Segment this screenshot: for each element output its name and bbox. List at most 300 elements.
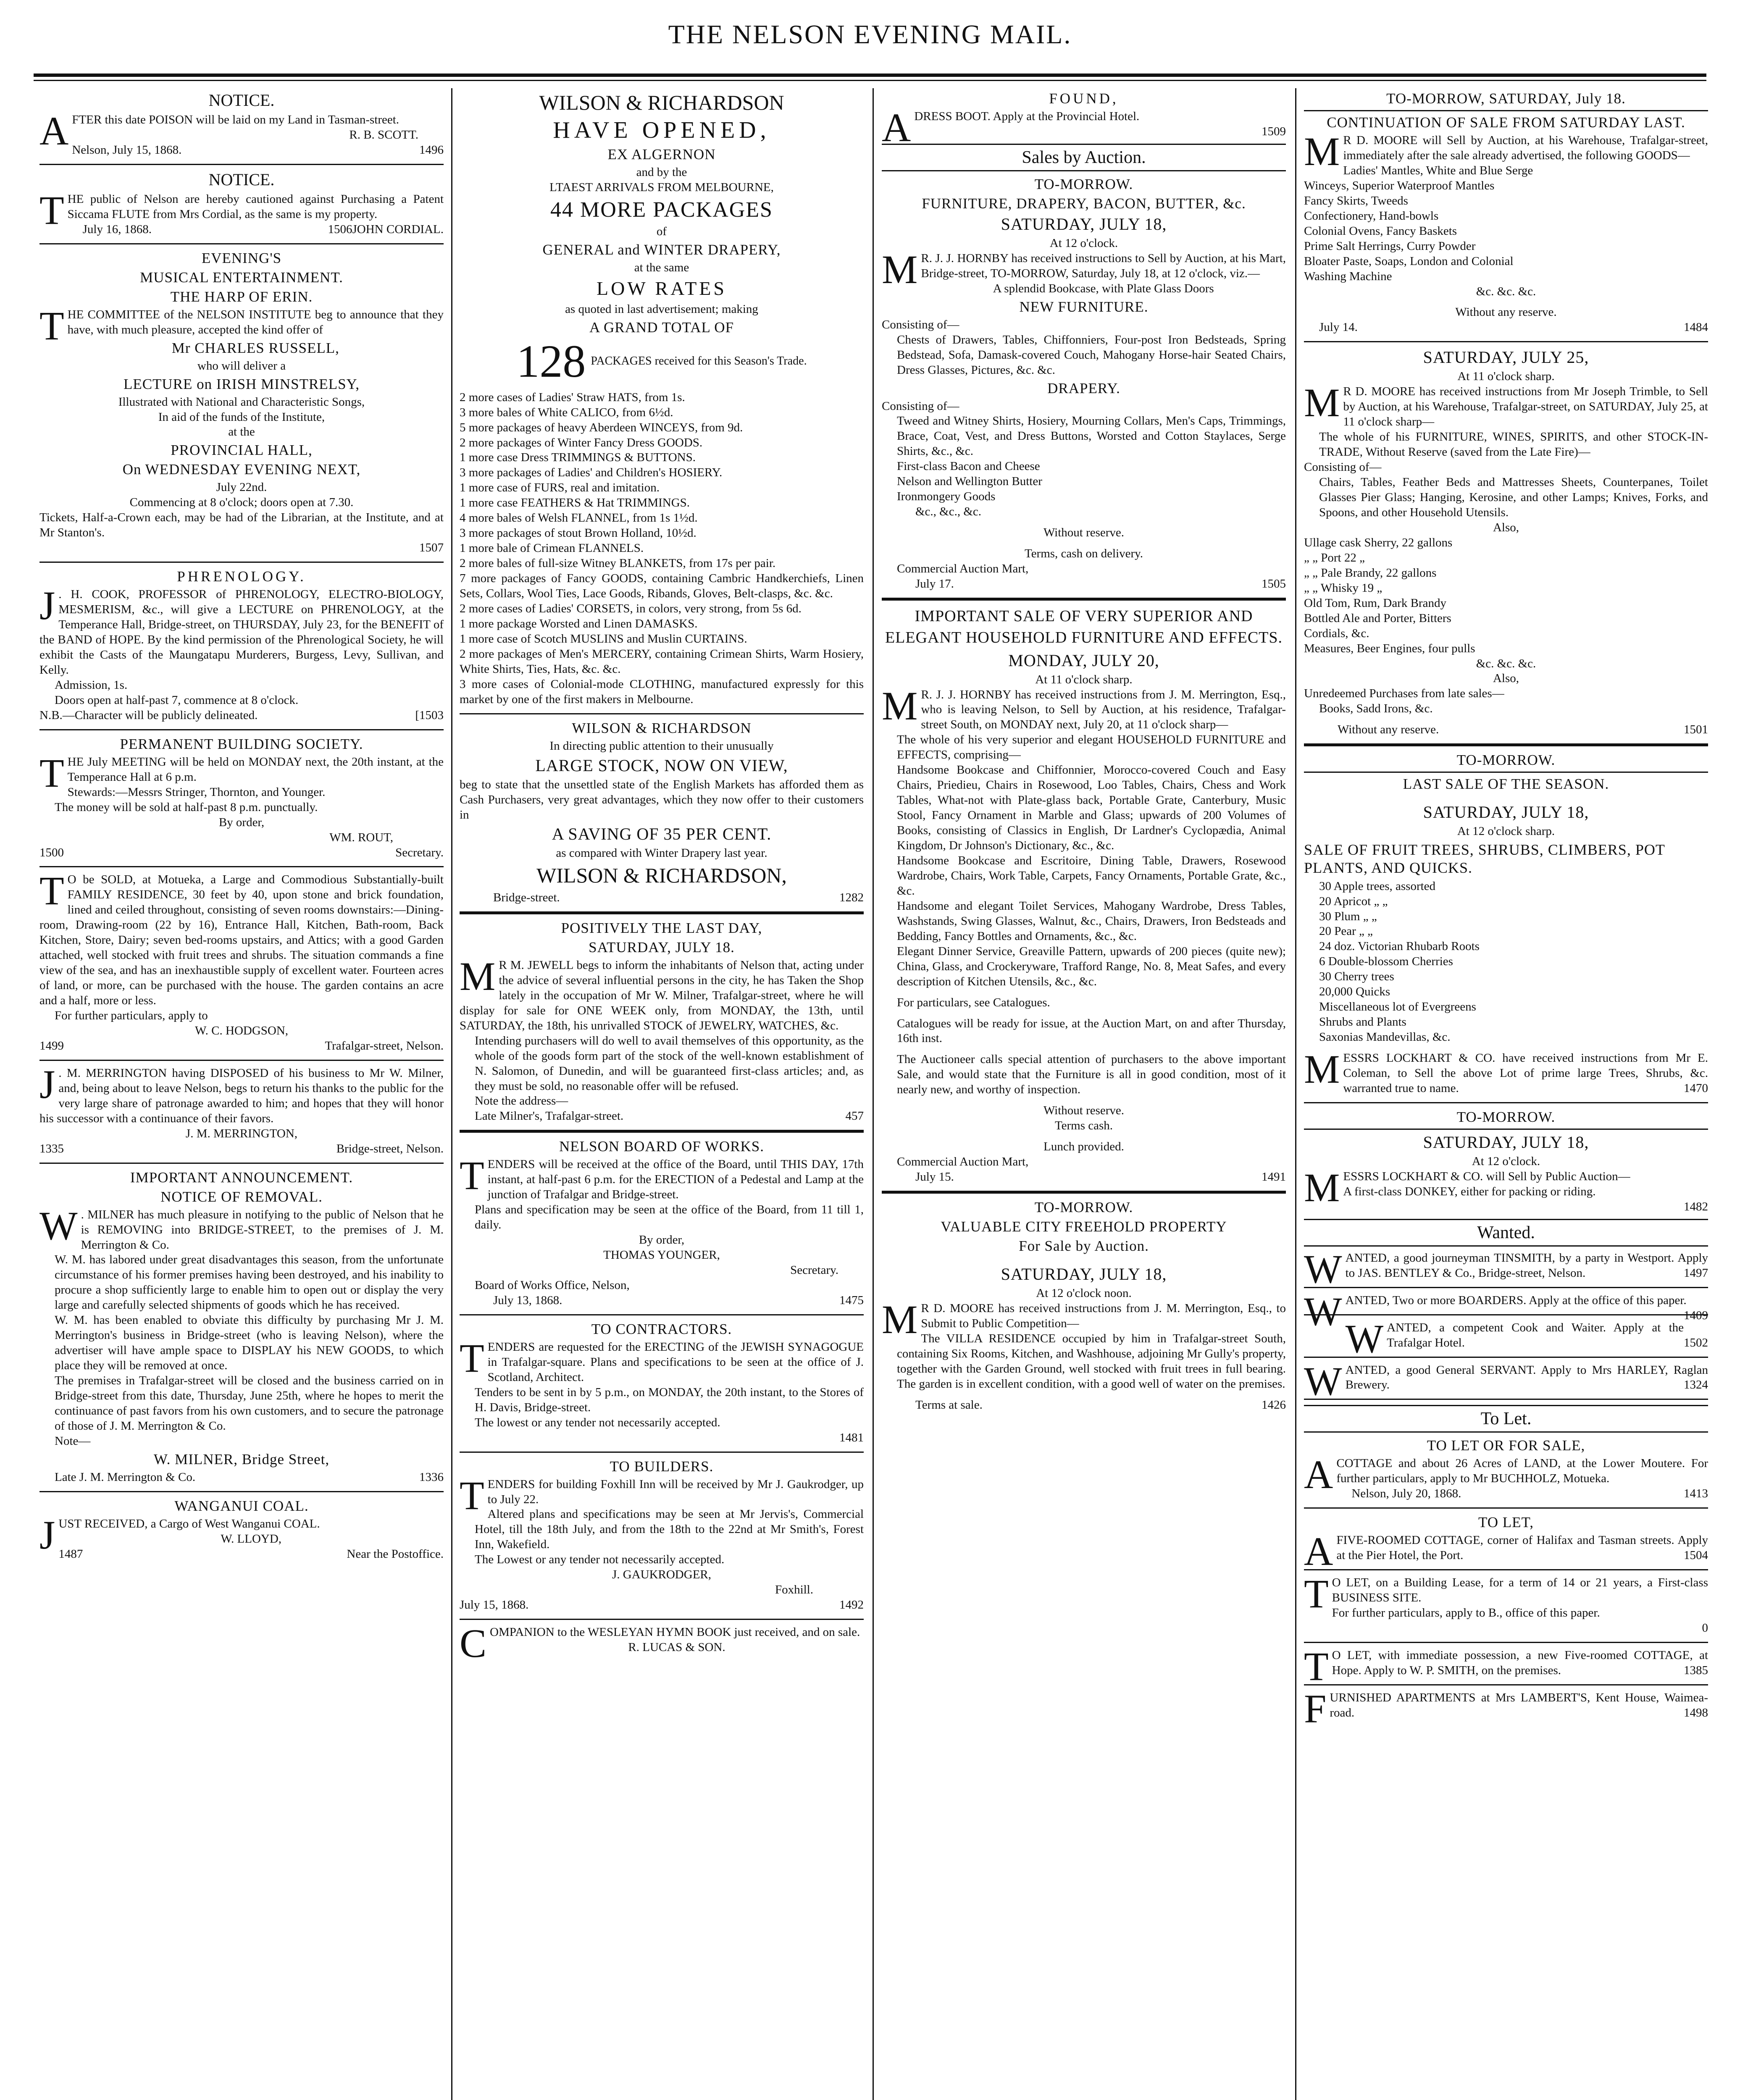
ad-paragraph: Catalogues will be ready for issue, at the Auction Mart, on and after Thursday, 16th inst. (897, 1016, 1286, 1045)
ad-heading: TO-MORROW. (1034, 1199, 1133, 1216)
household-item: Elegant Dinner Service, Greaville Pattern, upwards of 200 pieces (quite new); China, Glass, and Crockeryware, Trafford Range, No. 8, Meat Safes, and every description of Kitchen Utensils, &c., &c. (897, 944, 1286, 988)
drapery-item: 4 more bales of Welsh FLANNEL, from 1s 1½d. (460, 511, 698, 525)
drop-cap: A (1304, 1452, 1333, 1497)
ad-heading: SATURDAY, JULY 18. (589, 939, 735, 956)
masthead-thick-rule (34, 74, 1706, 77)
ad-line: Secretary. (790, 1263, 838, 1277)
auction-time: At 12 o'clock sharp. (1457, 824, 1555, 838)
ad-line: as quoted in last advertisement; making (565, 302, 758, 316)
lecturer-name: Mr CHARLES RUSSELL, (171, 339, 339, 356)
auction-date: SATURDAY, JULY 18, (1001, 214, 1167, 234)
drapery-item: 5 more packages of heavy Aberdeen WINCEYS, from 9d. (460, 420, 743, 434)
tree-item: 30 Apple trees, assorted (1319, 879, 1436, 893)
ad-number: 1475 (839, 1293, 864, 1307)
ad-body: HE public of Nelson are hereby cautioned against Purchasing a Patent Siccama FLUTE from Mrs Cordial, as the same is my property. (67, 192, 444, 221)
ad-signature: R. B. SCOTT. (349, 128, 418, 142)
ad-heading: PHRENOLOGY. (177, 568, 306, 585)
found-ad (882, 90, 1286, 150)
ad-number: 1324 (1684, 1378, 1708, 1392)
ad-body: FIVE-ROOMED COTTAGE, corner of Halifax and Tasman streets. Apply at the Pier Hotel, the Port. (1336, 1533, 1708, 1562)
column-2 (454, 88, 870, 2100)
ad-heading: WILSON & RICHARDSON (539, 91, 784, 114)
ad-list: Chairs, Tables, Feather Beds and Mattresses Sheets, Counterpanes, Toilet Glasses Pier Glass; Hanging, Kerosine, and other Lamps; Knives, Forks, and Spoons, and other Household Utensils. (1319, 475, 1708, 519)
ad-body: R. J. J. HORNBY has received instructions to Sell by Auction, at his Mart, Bridge-street, TO-MORROW, Saturday, July 18, at 12 o'clock, viz.— (921, 251, 1286, 280)
auction-time: At 12 o'clock. (1472, 1154, 1540, 1168)
ad-heading: EX ALGERNON (607, 146, 716, 163)
building-society-ad (39, 735, 444, 861)
drop-cap: T (39, 303, 64, 348)
ad-heading: NOTICE. (208, 91, 275, 110)
ad-body: ANTED, a competent Cook and Waiter. Apply at the Trafalgar Hotel. (1387, 1320, 1684, 1349)
ad-line: Without any reserve. (1338, 723, 1439, 737)
drop-cap: M (460, 953, 496, 999)
drop-cap: A (39, 108, 69, 153)
ad-line: Terms, cash on delivery. (1025, 547, 1143, 561)
ad-number: 1504 (1684, 1549, 1708, 1562)
ad-line: Ironmongery Goods (897, 490, 996, 504)
column-divider (873, 88, 874, 2100)
ad-heading: TO CONTRACTORS. (591, 1320, 732, 1337)
ad-line: The money will be sold at half-past 8 p.m. punctually. (55, 800, 318, 814)
ad-number: 1500 (39, 845, 64, 859)
ad-date: July 15, 1868. (460, 1598, 529, 1612)
liquor-item: Ullage cask Sherry, 22 gallons (1304, 536, 1453, 549)
package-total-number: 128 (516, 335, 586, 387)
wanted-ads (1304, 1246, 1708, 1404)
ad-body: R. J. J. HORNBY has received instructions from J. M. Merrington, Esq., who is leaving Nelson, to Sell by Auction, at his residence, Trafalgar-street South, on MONDAY next, July 20, at 11 o'clock sharp— (921, 688, 1286, 732)
ad-paragraph: The whole of his FURNITURE, WINES, SPIRITS, and other STOCK-IN-TRADE, Without Reserve (saved from the Late Fire)— (1319, 430, 1708, 459)
drapery-item: 1 more case of Scotch MUSLINS and Muslin CURTAINS. (460, 632, 747, 646)
drop-cap: M (1304, 129, 1340, 174)
ad-heading: TO-MORROW. (1034, 176, 1133, 192)
ad-list: Chests of Drawers, Tables, Chiffonniers, Four-post Iron Bedsteads, Spring Bedstead, Sofa, Damask-covered Couch, Mahogany Horse-hair Seated Chairs, Dress Glasses, Pictures, &c. &c. (897, 333, 1286, 377)
ad-line: N.B.—Character will be publicly delineated. (39, 708, 258, 722)
ad-line: For further particulars, apply to (55, 1009, 208, 1023)
tree-item: 20 Pear „ „ (1319, 924, 1373, 938)
package-total (460, 335, 864, 387)
drapery-item: 3 more cases of Colonial-mode CLOTHING, manufactured expressly for this market by one of the first makers in Melbourne. (460, 677, 864, 706)
wanted-ad (1304, 1316, 1708, 1361)
liquor-list (1304, 536, 1708, 656)
ad-line: In aid of the funds of the Institute, (158, 410, 325, 424)
ad-line: and by the (636, 165, 687, 179)
ad-line: Commercial Auction Mart, (897, 562, 1029, 576)
ad-heading: TO-MORROW. (1456, 1108, 1556, 1125)
tree-item: 30 Plum „ „ (1319, 909, 1377, 923)
drop-cap: T (39, 750, 64, 795)
ad-signature: R. LUCAS & SON. (628, 1641, 725, 1654)
board-of-works-ad (460, 1138, 864, 1308)
villa-auction-ad (882, 1199, 1286, 1413)
drop-cap: M (1304, 380, 1340, 425)
to-let-or-sale-ad (1304, 1437, 1708, 1502)
ad-date: July 14. (1319, 320, 1358, 334)
ad-body: COTTAGE and about 26 Acres of LAND, at the Lower Moutere. For further particulars, apply to Mr BUCHHOLZ, Motueka. (1336, 1457, 1708, 1486)
drop-cap: T (460, 1153, 484, 1198)
ad-body: ESSRS LOCKHART & CO. have received instructions from Mr E. Coleman, to Sell the above Lot of prime large Trees, Shrubs, &c. warranted true to name. (1343, 1051, 1708, 1095)
ad-number: 1413 (1684, 1487, 1708, 1501)
ad-number: 1497 (1684, 1266, 1708, 1280)
ad-heading: TO BUILDERS. (610, 1458, 714, 1475)
auction-time: At 11 o'clock sharp. (1457, 370, 1555, 383)
ad-line: Note the address— (475, 1094, 568, 1108)
ad-heading: PERMANENT BUILDING SOCIETY. (120, 735, 363, 752)
ad-paragraph: Intending purchasers will do well to avail themselves of this opportunity, as the whole of the goods form part of the stock of the well-known establishment of N. Salomon, of Dunedin, and will be guaranteed first-class articles; and, as they must be sold, no reasonable offer will be refused. (475, 1034, 864, 1093)
ad-number: 1491 (1262, 1170, 1286, 1184)
ad-body: ESSRS LOCKHART & CO. will Sell by Public Auction— (1343, 1169, 1630, 1183)
ad-line: Nelson and Wellington Butter (897, 475, 1042, 488)
auction-time: At 12 o'clock. (1049, 236, 1118, 250)
ad-heading: SALE OF FRUIT TREES, SHRUBS, CLIMBERS, POT PLANTS, AND QUICKS. (1304, 841, 1665, 877)
ad-number: 1481 (839, 1431, 864, 1444)
ad-paragraph: The whole of his very superior and elegant HOUSEHOLD FURNITURE and EFFECTS, comprising— (897, 733, 1286, 762)
liquor-item: Bottled Ale and Porter, Bitters (1304, 611, 1451, 625)
ad-body: O be SOLD, at Motueka, a Large and Commodious Substantially-built FAMILY RESIDENCE, 30 feet by 40, upon stone and brick foundation, lined and ceiled throughout, consisting of seven rooms downstairs:—Dining-room, Drawing-room (22 by 16), Entrance Hall, Kitchen, Bath-room, Back Kitchen, Store, Dairy; seven bed-rooms upstairs, and Attics; with a good Garden attached, well stocked with fruit trees and shrubs. The situation commands a fine view of the sea, and has an inexhaustible supply of excellent water. Fourteen acres of land, or more, can be purchased with the house. The garden contains an acre and a half, more or less. (39, 873, 444, 1008)
drop-cap: J (39, 1061, 55, 1107)
tree-item: Miscellaneous lot of Evergreens (1319, 1000, 1476, 1014)
drop-cap: T (39, 187, 64, 233)
moore-trimble-ad (1304, 347, 1708, 738)
ad-paragraph: W. M. has been enabled to obviate this difficulty by purchasing Mr J. M. Merrington's business in Bridge-street (who is leaving Nelson), where the advertiser will have ample space to DISPLAY his NEW GOODS, to which place they will be removed at once. (55, 1313, 444, 1373)
section-heading: Sales by Auction. (882, 144, 1286, 171)
auction-time: At 12 o'clock noon. (1036, 1286, 1132, 1300)
drop-cap: A (882, 105, 911, 150)
ad-heading: MUSICAL ENTERTAINMENT. (140, 269, 343, 286)
ad-number: 1487 (58, 1547, 83, 1561)
drop-cap: T (1304, 1571, 1329, 1617)
ad-signature: JOHN CORDIAL. (352, 222, 444, 236)
drapery-item: 1 more case Dress TRIMMINGS & BUTTONS. (460, 451, 696, 465)
masthead-thin-rule (34, 80, 1706, 81)
liquor-item: „ „ Whisky 19 „ (1304, 581, 1383, 595)
ad-heading: CONTINUATION OF SALE FROM SATURDAY LAST. (1327, 114, 1685, 131)
ad-body: ANTED, a good General SERVANT. Apply to Mrs HARLEY, Raglan Brewery. (1345, 1363, 1708, 1392)
ad-body: O LET, with immediate possession, a new Five-roomed COTTAGE, at Hope. Apply to W. P. SMITH, on the premises. (1332, 1648, 1708, 1677)
flute-notice-ad (39, 170, 444, 237)
ad-body: R D. MOORE has received instructions from J. M. Merrington, Esq., to Submit to Public Competition— (921, 1302, 1286, 1330)
ad-body: HE COMMITTEE of the NELSON INSTITUTE beg to announce that they have, with much pleasure, accepted the kind offer of (67, 307, 444, 336)
column-divider (451, 88, 452, 2100)
ad-paragraph: Altered plans and specifications may be seen at Mr Jervis's, Commercial Hotel, till the 18th July, and from the 18th to the 22nd at Mr Smith's, Forest Inn, Wakefield. (475, 1507, 864, 1551)
ad-body: . MILNER has much pleasure in notifying to the public of Nelson that he is REMOVING into BRIDGE-STREET, to the premises of J. M. Merrington & Co. (81, 1208, 444, 1252)
ad-signature: J. M. MERRINGTON, (185, 1126, 298, 1140)
ad-line: Consisting of— (882, 399, 959, 413)
drapery-item: 2 more cases of Ladies' CORSETS, in colors, very strong, from 5s 6d. (460, 601, 802, 615)
package-total-text: PACKAGES received for this Season's Trade. (591, 354, 807, 368)
coal-ad (39, 1497, 444, 1562)
ad-body: ANTED, Two or more BOARDERS. Apply at the office of this paper. (1345, 1293, 1687, 1307)
ad-number: 1492 (839, 1598, 864, 1612)
drapery-item: 3 more packages of Ladies' and Children's HOSIERY. (460, 466, 723, 480)
ad-number: 1509 (1262, 124, 1286, 138)
ad-body: ANTED, a good journeyman TINSMITH, by a party in Westport. Apply to JAS. BENTLEY & Co., Bridge-street, Nelson. (1345, 1251, 1708, 1280)
ad-number: 1501 (1684, 723, 1708, 737)
ad-heading: A SAVING OF 35 PER CENT. (552, 824, 772, 844)
builders-ad (460, 1458, 864, 1613)
ad-line: &c., &c., &c. (915, 505, 982, 519)
ad-line: who will deliver a (197, 359, 286, 373)
ad-line: In directing public attention to their unusually (549, 739, 774, 753)
ad-paragraph: Tenders to be sent in by 5 p.m., on MONDAY, the 20th instant, to the Stores of H. Davis, Bridge-street. (475, 1385, 864, 1414)
tree-item: 30 Cherry trees (1319, 970, 1394, 984)
ad-heading: TO LET OR FOR SALE, (1427, 1437, 1585, 1454)
ad-body: HE July MEETING will be held on MONDAY next, the 20th instant, at the Temperance Hall at 6 p.m. (67, 755, 444, 784)
ad-heading: EVENING'S (201, 249, 282, 266)
goods-item: Colonial Ovens, Fancy Baskets (1304, 224, 1457, 238)
ad-heading: NELSON BOARD OF WORKS. (559, 1138, 765, 1155)
drapery-item: 2 more packages of Men's MERCERY, containing Crimean Shirts, Warm Hosiery, White Shirts, Ties, Hats, &c. &c. (460, 647, 864, 676)
drop-cap: T (460, 1335, 484, 1381)
ticket-info: Tickets, Half-a-Crown each, may be had of the Librarian, at the Institute, and at Mr Stanton's. (39, 511, 444, 540)
auction-date: SATURDAY, JULY 18, (1001, 1265, 1167, 1284)
auction-time: At 11 o'clock sharp. (1035, 672, 1133, 686)
ad-date: July 17. (915, 577, 954, 591)
auction-date: SATURDAY, JULY 18, (1423, 803, 1589, 822)
ad-number: 0 (1702, 1621, 1708, 1635)
ad-number: [1503 (415, 708, 444, 722)
hope-cottage-ad (1304, 1644, 1708, 1689)
ad-line: Foxhill. (775, 1583, 813, 1597)
ad-line: Late J. M. Merrington & Co. (55, 1470, 196, 1484)
drop-cap: C (460, 1621, 487, 1666)
ad-number: 1505 (1262, 577, 1286, 591)
drop-cap: M (1304, 1047, 1340, 1092)
drop-cap: W (1304, 1246, 1342, 1292)
ad-body: . M. MERRINGTON having DISPOSED of his business to Mr W. Milner, and, being about to leave Nelson, begs to return his thanks to the public for the very large share of patronage awarded to him; and hopes that they will honor his successor with a continuance of their favors. (39, 1066, 444, 1125)
ad-date: July 16, 1868. (82, 222, 152, 236)
wanted-ad (1304, 1246, 1708, 1292)
poison-notice-ad (39, 91, 444, 158)
ad-subheading: DRAPERY. (1047, 380, 1120, 396)
wanted-ad (1304, 1289, 1708, 1334)
ad-paragraph: The premises in Trafalgar-street will be closed and the business carried on in Bridge-street from this date, Thursday, June 25th, where he hopes to merit the continuance of past favors from his own customers, and to secure the patronage of those of J. M. Merrington & Co. (55, 1374, 444, 1433)
ad-line: Bridge-street. (493, 890, 560, 904)
ad-line: By order, (639, 1233, 685, 1247)
venue-name: PROVINCIAL HALL, (171, 442, 313, 459)
ad-body: R D. MOORE has received instructions from Mr Joseph Trimble, to Sell by Auction, at his Warehouse, Trafalgar-street, on SATURDAY, July 25, at 11 o'clock sharp— (1343, 385, 1708, 429)
drapery-item: 1 more package Worsted and Linen DAMASKS. (460, 617, 698, 630)
ad-line: Also, (1493, 520, 1519, 534)
ad-subheading: NEW FURNITURE. (1019, 298, 1149, 315)
drapery-item: 3 more packages of stout Brown Holland, 10½d. (460, 526, 697, 540)
drop-cap: M (1304, 1165, 1340, 1210)
ad-line: Trafalgar-street, Nelson. (325, 1039, 444, 1053)
ad-heading: A GRAND TOTAL OF (589, 319, 734, 336)
ad-line: Consisting of— (882, 318, 959, 331)
ad-number: 1335 (39, 1142, 64, 1155)
ad-number: 457 (845, 1109, 864, 1123)
drapery-item: 3 more bales of White CALICO, from 6½d. (460, 405, 673, 419)
liquor-item: Old Tom, Rum, Dark Brandy (1304, 596, 1446, 610)
household-item-list (882, 763, 1286, 989)
ad-date: July 13, 1868. (493, 1293, 562, 1307)
liquor-item: Measures, Beer Engines, four pulls (1304, 641, 1475, 655)
ad-heading: IMPORTANT SALE OF VERY SUPERIOR AND ELEGANT HOUSEHOLD FURNITURE AND EFFECTS. (885, 607, 1283, 647)
ad-heading: NOTICE OF REMOVAL. (160, 1188, 323, 1205)
ad-paragraph: The Auctioneer calls special attention of purchasers to the above important Sale, and would state that the Furniture is all in good condition, most of it nearly new, and worthy of inspection. (897, 1053, 1286, 1097)
ad-line: Also, (1493, 672, 1519, 685)
ad-number: 1482 (1684, 1200, 1708, 1213)
ad-number: 1496 (419, 143, 444, 157)
ad-line: By order, (218, 815, 265, 829)
ad-body: OMPANION to the WESLEYAN HYMN BOOK just received, and on sale. (490, 1625, 860, 1639)
auction-date: SATURDAY, JULY 18, (1423, 1132, 1589, 1152)
ad-line: Commercial Auction Mart, (897, 1155, 1029, 1169)
furniture-auction-ad (882, 176, 1286, 592)
drop-cap: T (460, 1473, 484, 1518)
ad-line: A first-class DONKEY, either for packing or riding. (1343, 1184, 1596, 1198)
ad-line: &c. &c. &c. (1476, 656, 1536, 670)
ad-heading: GENERAL and WINTER DRAPERY, (542, 242, 781, 258)
drapery-item: 2 more bales of full-size Witney BLANKETS, from 17s per pair. (460, 556, 776, 570)
ad-number: 1336 (419, 1470, 444, 1484)
column-3 (876, 88, 1292, 2100)
ad-line: Illustrated with National and Characteristic Songs, (118, 395, 365, 409)
moore-continuation-ad (1304, 90, 1708, 335)
goods-item: Prime Salt Herrings, Curry Powder (1304, 239, 1476, 253)
drop-cap: J (39, 583, 55, 628)
ad-number: 1385 (1684, 1663, 1708, 1677)
ad-number: 1426 (1262, 1398, 1286, 1412)
ad-number: 1282 (839, 890, 864, 904)
ad-paragraph: The Lowest or any tender not necessarily accepted. (475, 1553, 725, 1567)
ad-date: Nelson, July 15, 1868. (72, 143, 182, 157)
ad-heading: LOW RATES (597, 278, 727, 299)
liquor-item: Cordials, &c. (1304, 626, 1369, 640)
household-item: Handsome Bookcase and Escritoire, Dining Table, Drawers, Rosewood Wardrobe, Chairs, Work Table, Carpets, Fancy Ornaments, Portable Grate, &c., &c. (897, 854, 1286, 898)
tree-item: 20,000 Quicks (1319, 985, 1390, 999)
ad-number: 1484 (1684, 320, 1708, 334)
ad-body: O LET, on a Building Lease, for a term of 14 or 21 years, a First-class BUSINESS SITE. (1332, 1576, 1708, 1605)
tree-item: 6 Double-blossom Cherries (1319, 955, 1453, 969)
ad-number: 1506 (328, 222, 352, 236)
ad-line: Near the Postoffice. (347, 1547, 444, 1561)
goods-item: Fancy Skirts, Tweeds (1304, 194, 1408, 207)
drapery-item: 1 more case FEATHERS & Hat TRIMMINGS. (460, 496, 690, 510)
furnished-apartments-ad (1304, 1686, 1708, 1731)
ad-heading: LARGE STOCK, NOW ON VIEW, (535, 756, 788, 775)
drop-cap: W (1304, 1289, 1342, 1334)
ad-number: 1470 (1684, 1081, 1708, 1095)
ad-line: Stewards:—Messrs Stringer, Thornton, and Younger. (67, 785, 326, 799)
ad-heading: FURNITURE, DRAPERY, BACON, BUTTER, &c. (922, 195, 1246, 212)
drop-cap: T (1304, 1644, 1329, 1689)
ad-heading: HAVE OPENED, (553, 117, 770, 143)
merrington-ad (39, 1061, 444, 1157)
goods-item: Confectionery, Hand-bowls (1304, 209, 1439, 223)
goods-item: Ladies' Mantles, White and Blue Serge (1343, 163, 1533, 177)
ad-body: ENDERS for building Foxhill Inn will be received by Mr J. Gaukrodger, up to July 22. (487, 1477, 864, 1506)
tree-item: 24 doz. Victorian Rhubarb Roots (1319, 940, 1480, 953)
ad-heading: WILSON & RICHARDSON (572, 719, 752, 736)
ad-body: ENDERS are requested for the ERECTING of the JEWISH SYNAGOGUE in Trafalgar-square. Plans and specifications to be seen at the office of J. Scotland, Architect. (487, 1340, 864, 1384)
liquor-item: „ „ Port 22 „ (1304, 551, 1365, 564)
phrenology-ad (39, 568, 444, 723)
ad-heading: TO LET, (1478, 1514, 1534, 1531)
ad-signature: WM. ROUT, (329, 830, 393, 844)
ad-line: of (656, 225, 667, 239)
ad-signature: W. MILNER, Bridge Street, (153, 1451, 330, 1467)
household-furniture-auction-ad (882, 606, 1286, 1185)
ad-line: Secretary. (395, 845, 444, 859)
event-time: Commencing at 8 o'clock; doors open at 7.30. (129, 496, 354, 509)
ad-line: First-class Bacon and Cheese (897, 459, 1040, 473)
ad-line: Bridge-street, Nelson. (336, 1142, 444, 1155)
event-day: On WEDNESDAY EVENING NEXT, (122, 461, 361, 478)
drop-cap: T (39, 868, 64, 914)
auction-date: MONDAY, JULY 20, (1008, 651, 1159, 670)
jewell-ad (460, 919, 864, 1124)
ad-heading: FOUND, (1049, 90, 1119, 107)
ad-line: at the same (634, 261, 689, 275)
ad-line: Without reserve. (1043, 1104, 1125, 1118)
contractors-ad (460, 1320, 864, 1446)
drop-cap: W (1304, 1358, 1342, 1404)
drapery-item: 1 more bale of Crimean FLANNELS. (460, 541, 644, 555)
ad-number: 1502 (1684, 1336, 1708, 1349)
ad-paragraph: Plans and specification may be seen at the office of the Board, from 11 till 1, daily. (475, 1203, 864, 1232)
ad-body: URNISHED APARTMENTS at Mrs LAMBERT'S, Kent House, Waimea-road. (1330, 1690, 1708, 1719)
ad-body: UST RECEIVED, a Cargo of West Wanganui COAL. (58, 1517, 320, 1530)
removal-ad (39, 1169, 444, 1485)
ad-list: Tweed and Witney Shirts, Hosiery, Mourning Collars, Men's Caps, Trimmings, Brace, Coat, Vest, and Dress Buttons, Worsted and Cotton Staylaces, Serge Shirts, &c., &c. (897, 414, 1286, 458)
ad-line: Terms cash. (1054, 1119, 1113, 1133)
ad-line: Without reserve. (1043, 526, 1125, 540)
ad-line: Terms at sale. (915, 1398, 983, 1412)
ad-signature: J. GAUKRODGER, (612, 1568, 712, 1582)
ad-signature: THOMAS YOUNGER, (603, 1248, 720, 1262)
ad-paragraph: W. M. has labored under great disadvantages this season, from the unfortunate circumstance of his former premises having been destroyed, and his inability to procure a shop sufficiently large to enable him to open out or display the very large and carefully selected shipments of goods which he has received. (55, 1253, 444, 1312)
ad-heading: LAST SALE OF THE SEASON. (1403, 776, 1609, 793)
drapery-item: 7 more packages of Fancy GOODS, containing Cambric Handkerchiefs, Linen Sets, Collars, Wool Ties, Lace Goods, Ribands, Gloves, Belt-clasps, &c. &c. (460, 572, 864, 601)
ad-date: July 15. (915, 1170, 954, 1184)
ad-line: Admission, 1s. (55, 678, 128, 692)
ad-number: 1409 (1684, 1308, 1708, 1322)
hymn-book-ad (460, 1621, 864, 1666)
column-1 (34, 88, 449, 2100)
drapery-item: 2 more packages of Winter Fancy Dress GOODS. (460, 436, 703, 449)
column-divider (1295, 88, 1296, 2100)
ad-number: 1507 (419, 541, 444, 555)
goods-item: Winceys, Superior Waterproof Mantles (1304, 178, 1495, 192)
ad-line: Note— (55, 1434, 91, 1448)
ad-body: DRESS BOOT. Apply at the Provincial Hotel. (914, 110, 1140, 123)
ad-heading: VALUABLE CITY FREEHOLD PROPERTY (941, 1218, 1227, 1235)
ad-line: A splendid Bookcase, with Plate Glass Doors (993, 281, 1214, 295)
ad-body: R M. JEWELL begs to inform the inhabitants of Nelson that, acting under the advice of several influential persons in the city, he has Taken the Shop lately in the occupation of Mr W. Milner, Trafalgar-street, where he will display for sale for ONE WEEK only, from MONDAY, the 13th, until SATURDAY, the 18th, his unrivalled STOCK of JEWELRY, WATCHES, &c. (460, 958, 864, 1032)
liquor-item: „ „ Pale Brandy, 22 gallons (1304, 566, 1437, 580)
goods-item: Washing Machine (1304, 269, 1392, 283)
household-item: Handsome Bookcase and Chiffonnier, Morocco-covered Couch and Easy Chairs, Priedieu, Chairs in Rosewood, Loo Tables, Chairs, Chess and Work Tables, What-not with Plate-glass back, Portable Grate, Canterbury, Music Stool, Fancy Ornament in Marble and Glass; upwards of 200 Volumes of Books, consisting of Classics in English, Dr Lardner's Cyclopædia, Animal Kingdom, Dr Johnson's Dictionary, &c., &c. (897, 763, 1286, 853)
drop-cap: M (882, 683, 918, 728)
tree-item: 20 Apricot „ „ (1319, 894, 1388, 908)
ad-body: . H. COOK, PROFESSOR of PHRENOLOGY, ELECTRO-BIOLOGY, MESMERISM, &c., will give a LECTURE on PHRENOLOGY, at the Temperance Hall, Bridge-street, on THURSDAY, July 23, for the BENEFIT of the BAND of HOPE. By the kind permission of the Phrenological Society, he will exhibit the Casts of the Maungatapu Murderers, Burgess, Levy, Sullivan, and Kelly. (39, 588, 444, 677)
concert-ad (39, 249, 444, 556)
cottage-to-let-ad (1304, 1514, 1708, 1574)
ad-heading: IMPORTANT ANNOUNCEMENT. (130, 1169, 353, 1186)
tree-item: Saxonias Mandevillas, &c. (1319, 1030, 1451, 1044)
section-heading: To Let. (1304, 1405, 1708, 1433)
goods-list (1304, 163, 1708, 284)
masthead (0, 0, 1740, 67)
ad-heading: NOTICE. (208, 170, 275, 189)
ad-line: For particulars, see Catalogues. (897, 995, 1050, 1009)
ad-line: Consisting of— (1304, 460, 1382, 474)
ad-paragraph: The VILLA RESIDENCE occupied by him in Trafalgar-street South, containing Six Rooms, Kitchen, and Washhouse, adjoining Mr Gully's property, together with the Garden Ground, well stocked with fruit trees in full bearing. The garden is in excellent condition, with a good well of water on the premises. (897, 1331, 1286, 1391)
ad-signature: W. LLOYD, (221, 1532, 282, 1546)
ad-line: Without any reserve. (1455, 305, 1557, 319)
ad-body: ENDERS will be received at the office of the Board, until THIS DAY, 17th instant, at half-past 6 p.m. for the ERECTION of a Pedestal and Lamp at the junction of Trafalgar and Bridge-street. (487, 1158, 864, 1202)
